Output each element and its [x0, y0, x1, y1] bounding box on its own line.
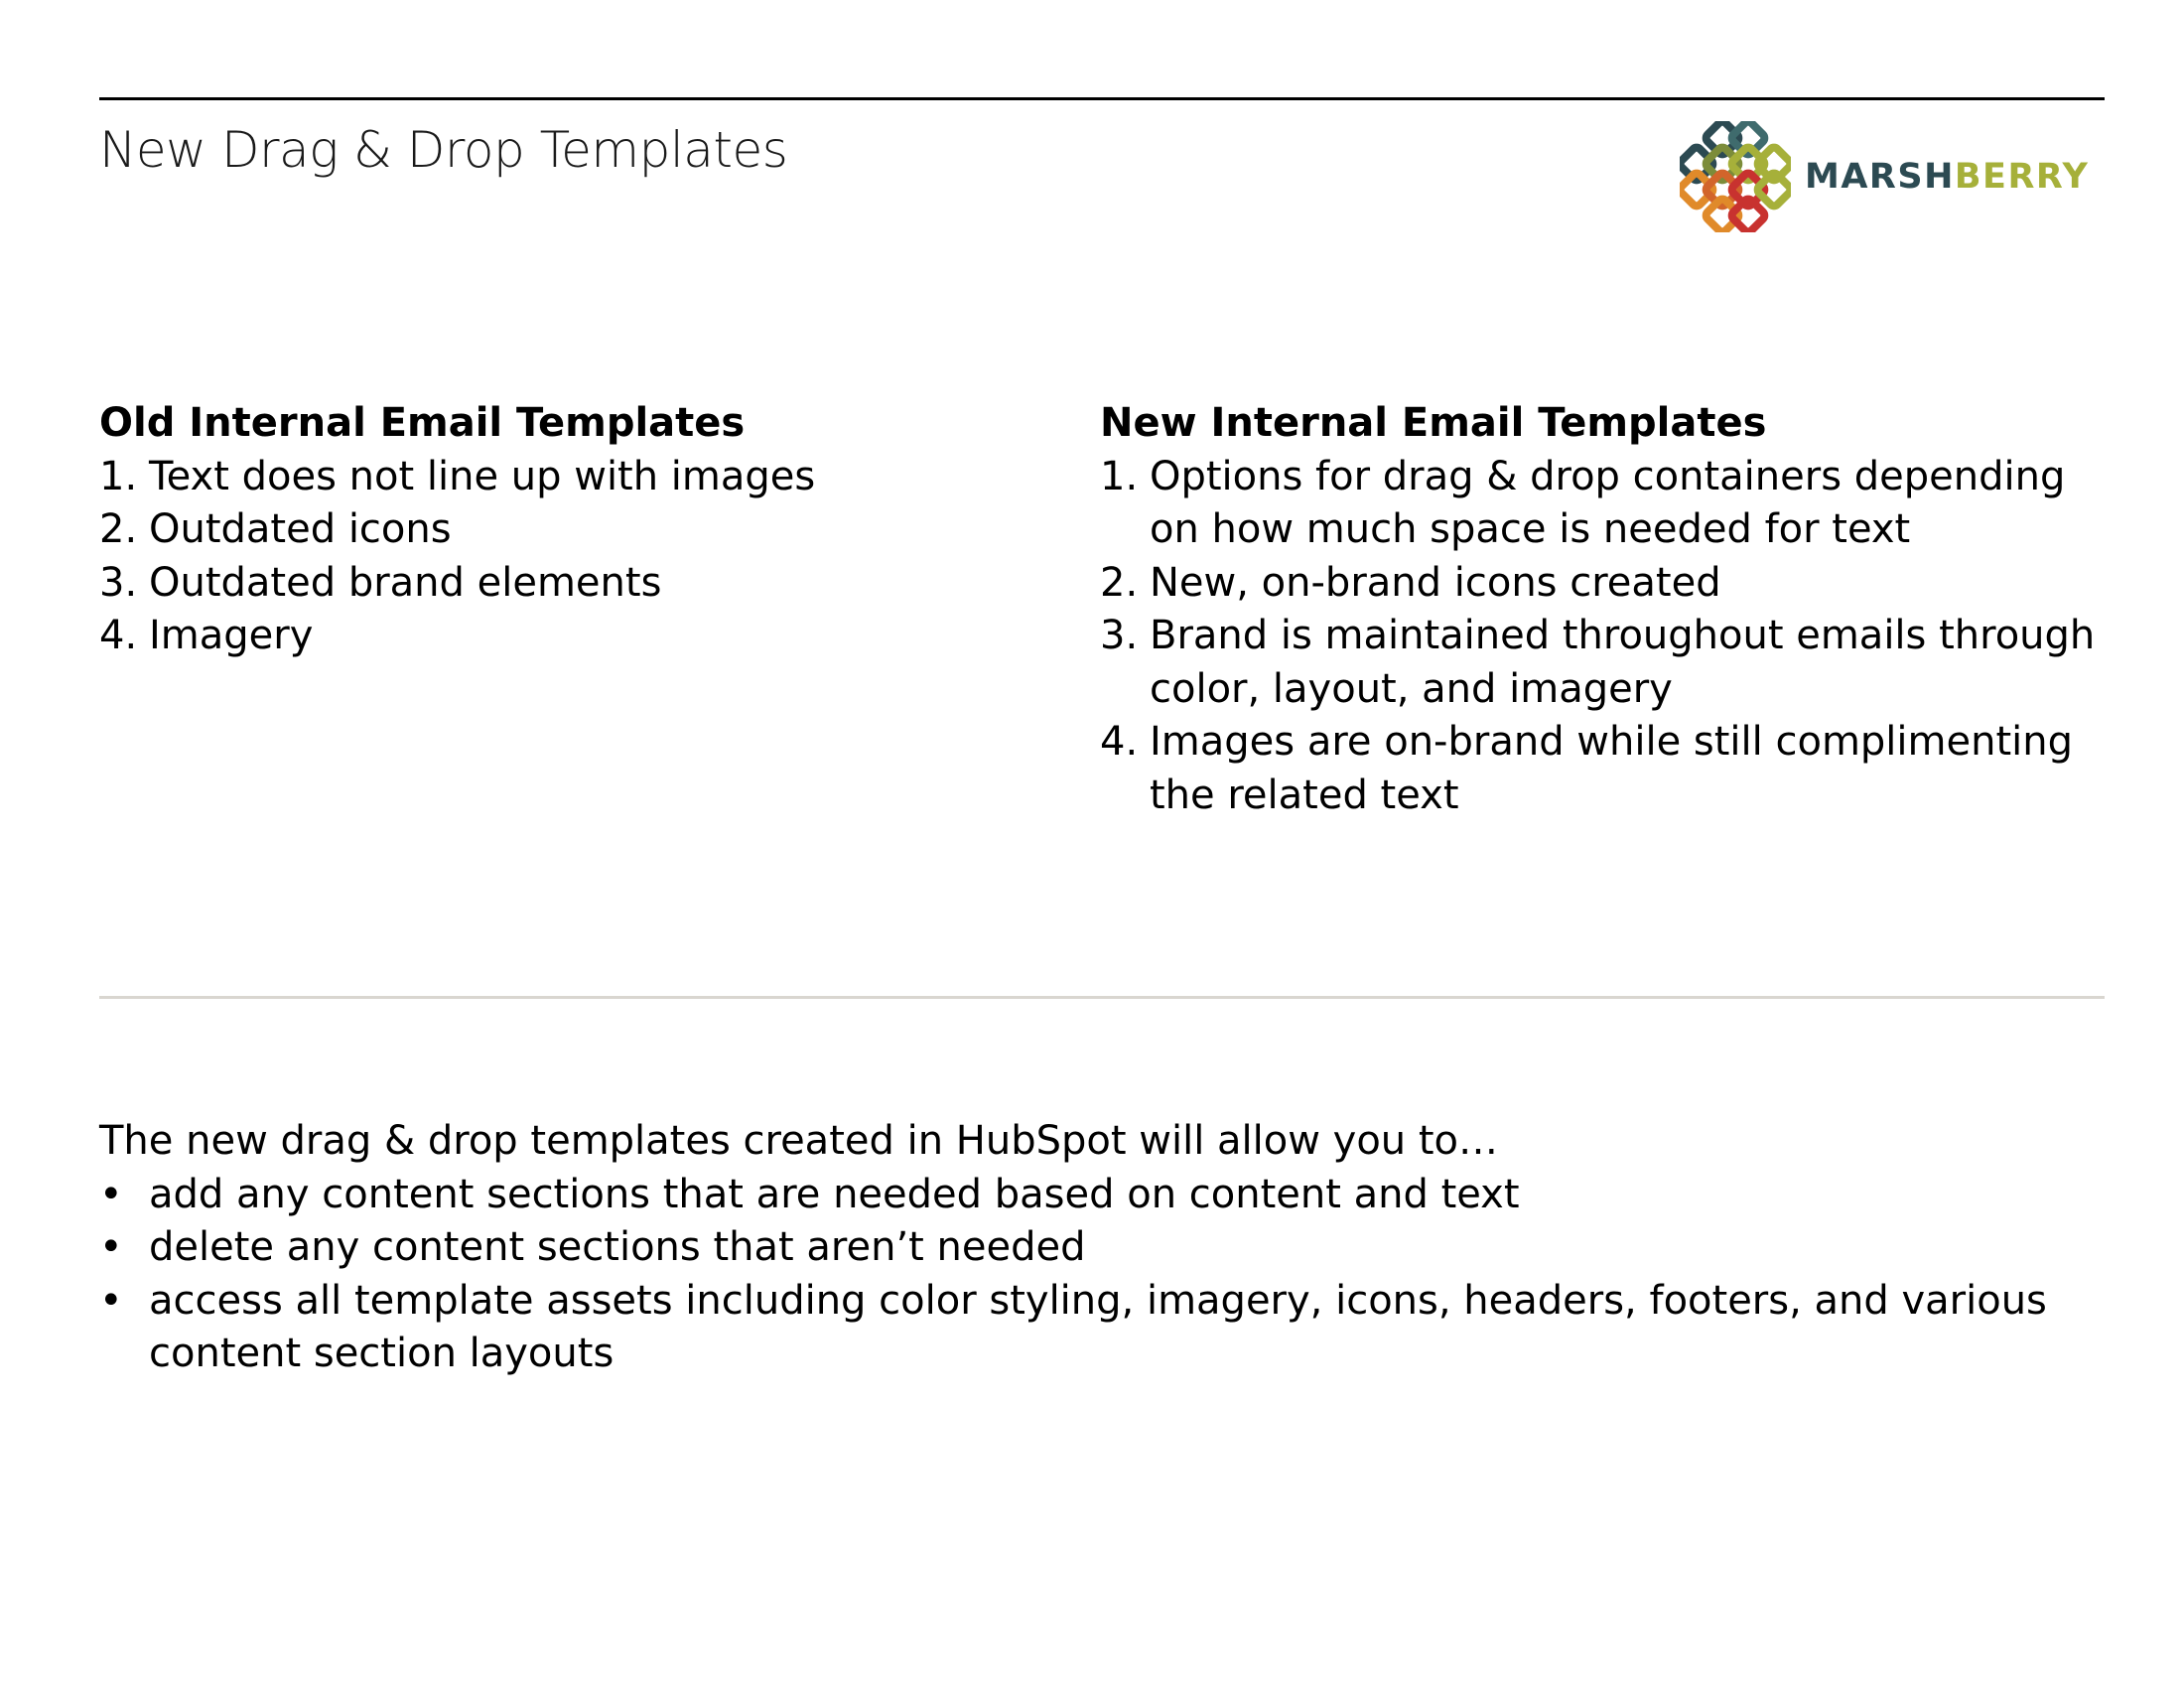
marshberry-knot-icon	[1680, 121, 1791, 232]
capabilities-section	[99, 1115, 2095, 1381]
item-text: Imagery	[149, 613, 314, 658]
list-item	[1100, 451, 2105, 557]
list-item	[99, 451, 1092, 504]
new-templates-heading: New Internal Email Templates	[1100, 400, 1767, 446]
item-text: New, on-brand icons created	[1150, 559, 1721, 606]
logo-wordmark	[1805, 157, 2089, 197]
item-number: 2.	[1100, 559, 1139, 606]
page-title: New Drag & Drop Templates	[99, 121, 788, 179]
list-item	[99, 1275, 2095, 1381]
list-item	[99, 557, 1092, 611]
item-number: 3.	[99, 559, 138, 606]
new-templates-column	[1100, 397, 2105, 822]
item-number: 2.	[99, 506, 138, 552]
list-item	[99, 1169, 2095, 1222]
item-number: 1.	[99, 453, 138, 499]
bullet-text: access all template assets including color styling, imagery, icons, headers, footers, and various content section layouts	[149, 1277, 2047, 1376]
section-divider	[99, 996, 2105, 999]
old-templates-heading: Old Internal Email Templates	[99, 400, 746, 446]
capabilities-intro: The new drag & drop templates created in HubSpot will allow you to…	[99, 1118, 1499, 1164]
item-text: Options for drag & drop containers depending on how much space is needed for text	[1150, 453, 2066, 552]
marshberry-logo	[1680, 121, 2089, 232]
bullet-icon: •	[99, 1224, 123, 1270]
top-divider	[99, 97, 2105, 100]
logo-word-berry: BERRY	[1954, 157, 2090, 197]
item-number: 3.	[1100, 613, 1139, 658]
bullet-icon: •	[99, 1171, 123, 1217]
bullet-icon: •	[99, 1277, 123, 1324]
item-text: Outdated brand elements	[149, 559, 662, 606]
list-item	[1100, 557, 2105, 611]
old-templates-column	[99, 397, 1092, 663]
item-text: Brand is maintained throughout emails through color, layout, and imagery	[1150, 613, 2096, 712]
item-text: Text does not line up with images	[149, 453, 816, 499]
capabilities-list	[99, 1169, 2095, 1381]
new-templates-list	[1100, 451, 2105, 823]
bullet-text: add any content sections that are needed based on content and text	[149, 1171, 1520, 1217]
old-templates-list	[99, 451, 1092, 663]
item-number: 4.	[1100, 719, 1139, 765]
logo-word-marsh: MARSH	[1805, 157, 1955, 197]
list-item	[99, 503, 1092, 557]
list-item	[1100, 610, 2105, 716]
item-text: Outdated icons	[149, 506, 452, 552]
item-number: 1.	[1100, 453, 1139, 499]
list-item	[99, 1221, 2095, 1275]
list-item	[99, 610, 1092, 663]
list-item	[1100, 716, 2105, 822]
bullet-text: delete any content sections that aren’t needed	[149, 1224, 1086, 1270]
item-number: 4.	[99, 613, 138, 658]
item-text: Images are on-brand while still complimenting the related text	[1150, 719, 2073, 818]
